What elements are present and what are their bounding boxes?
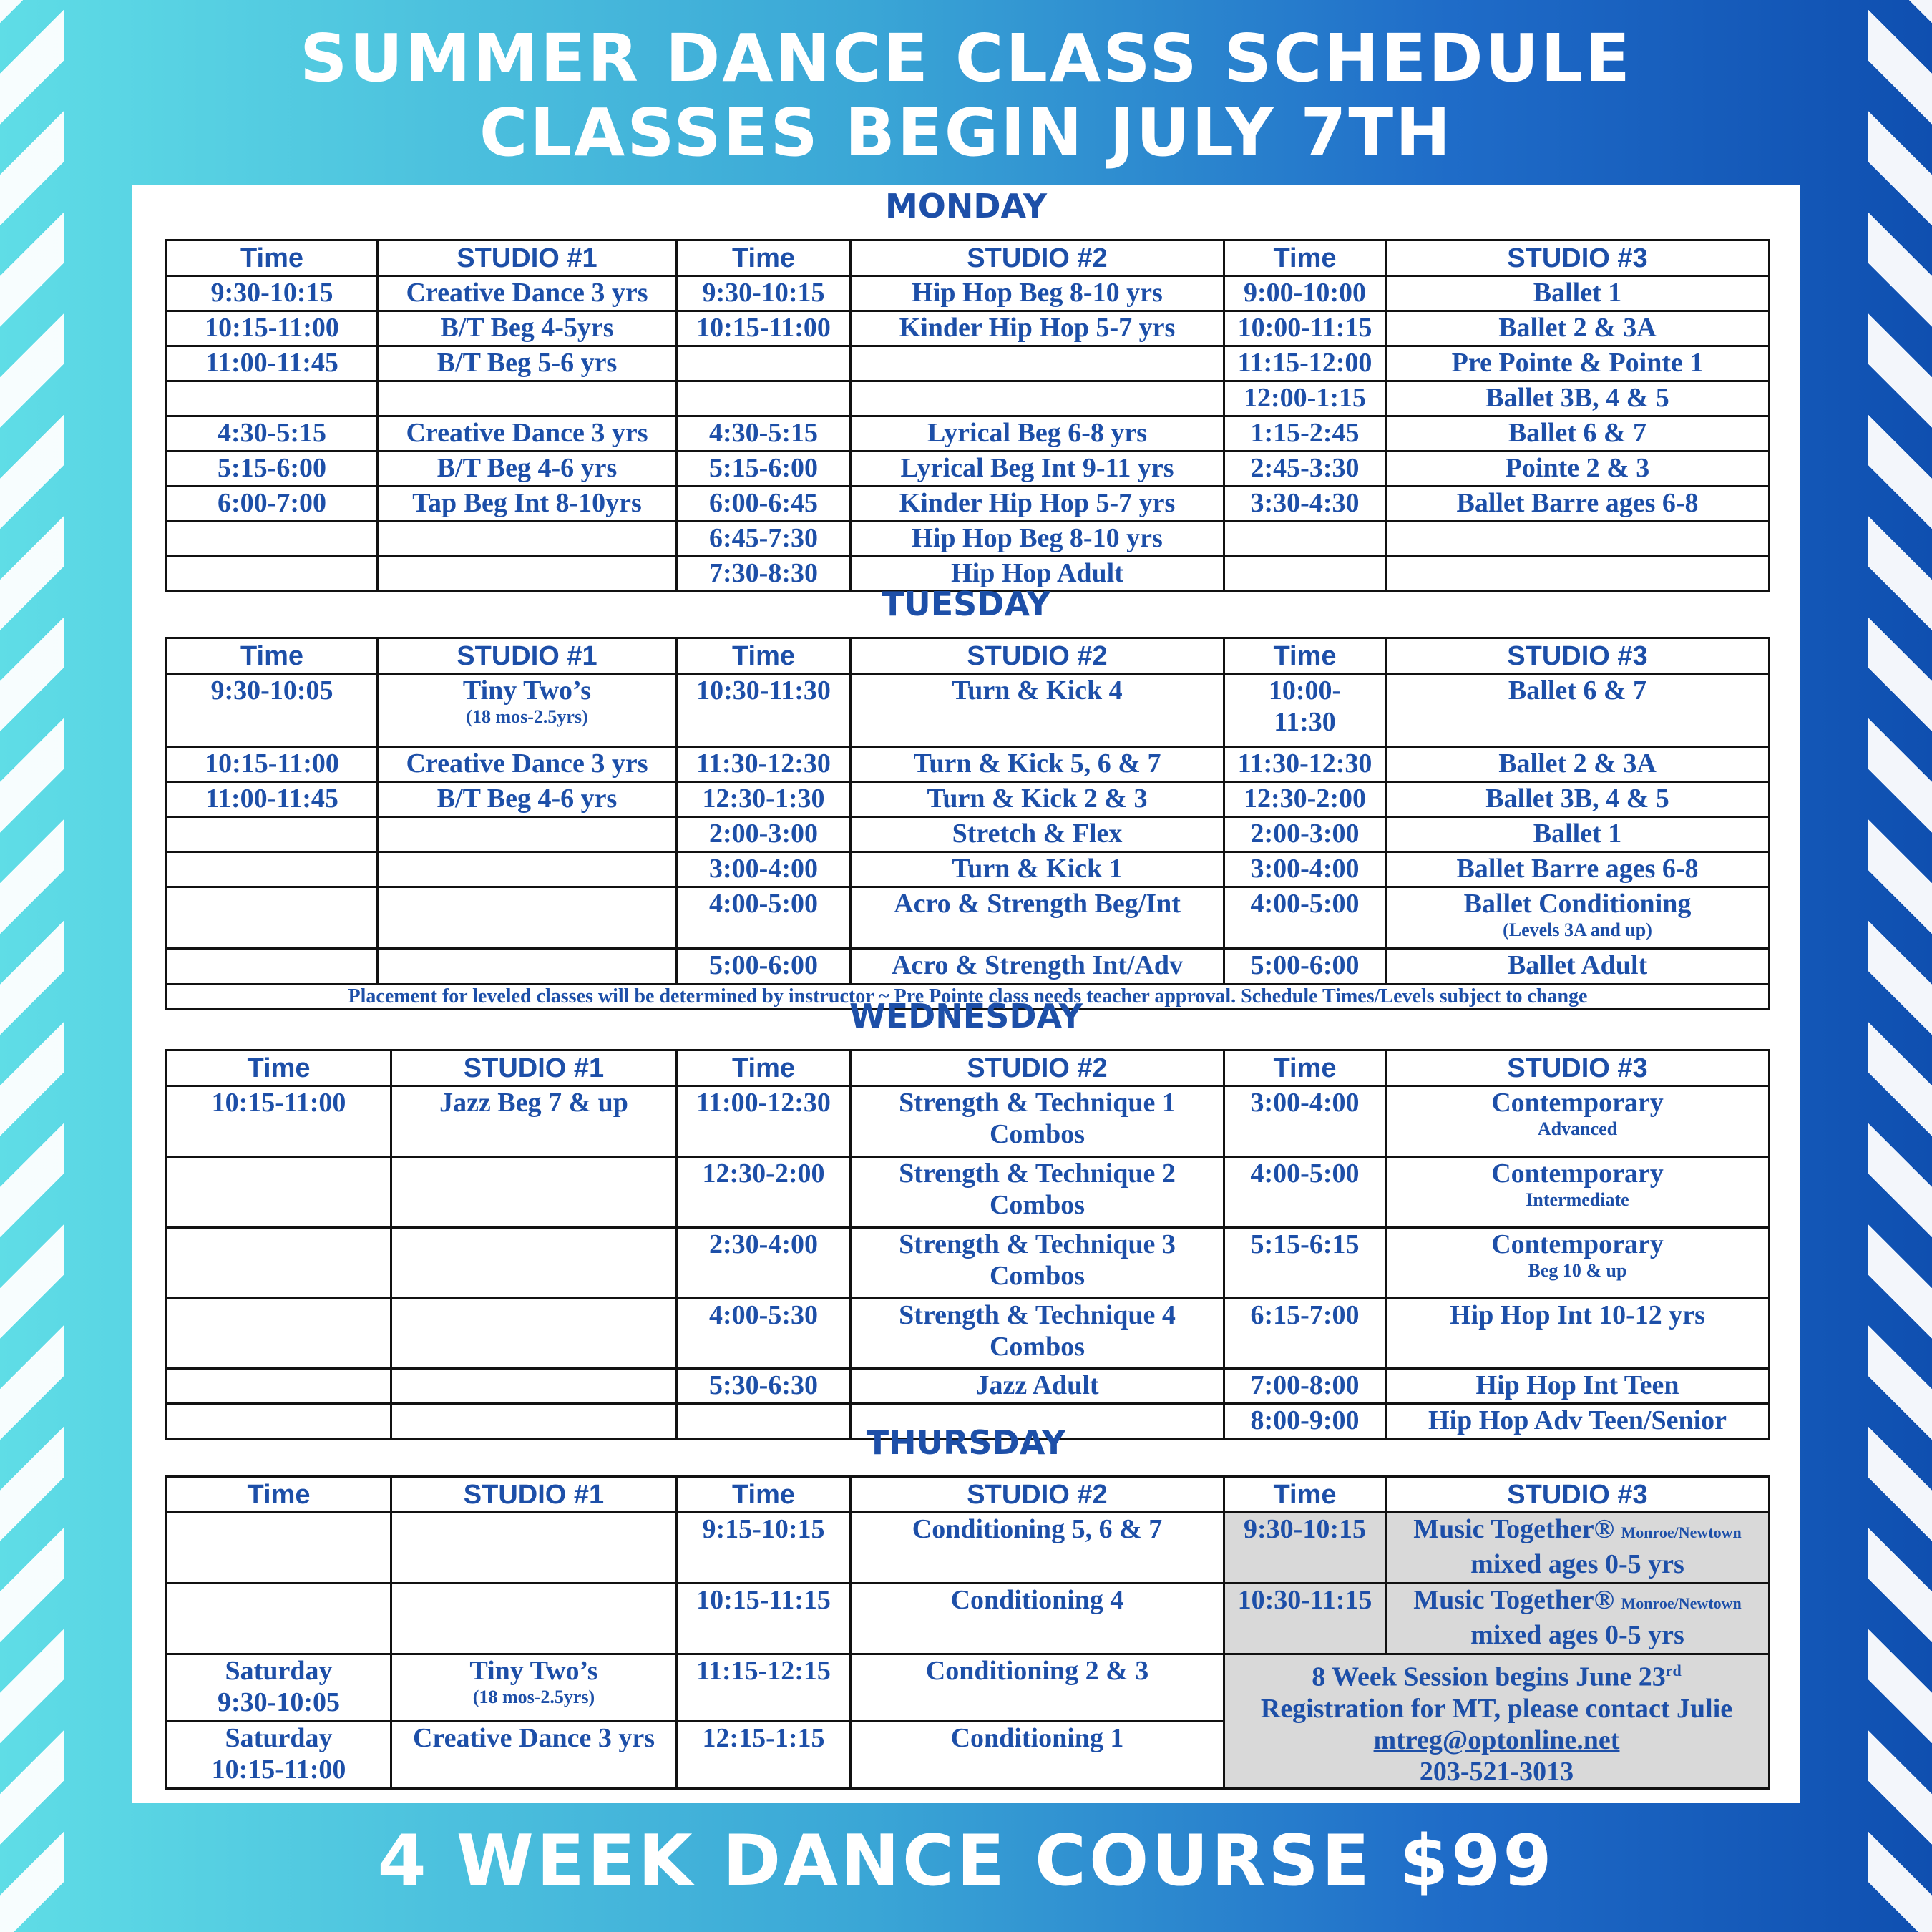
time-range: 9:30-10:05 (218, 1687, 340, 1717)
col-studio-1: STUDIO #1 (391, 1477, 677, 1513)
col-time: Time (677, 240, 851, 276)
time-cell: 3:00-4:00 (677, 852, 851, 887)
time-cell: 10:15-11:15 (677, 1584, 851, 1654)
time-cell: 10:15-11:00 (167, 311, 378, 346)
col-studio-2: STUDIO #2 (851, 1477, 1224, 1513)
class-name: Strength & Technique 2 (899, 1158, 1176, 1189)
program-ages: mixed ages 0-5 yrs (1470, 1549, 1684, 1579)
time-cell (677, 381, 851, 416)
class-name: Contemporary (1491, 1088, 1664, 1118)
time-cell: 12:30-2:00 (677, 1157, 851, 1228)
day-label: Saturday (225, 1656, 333, 1686)
class-name: Tiny Two’s (462, 675, 592, 706)
registration-info-cell (1224, 1654, 1770, 1789)
table-row (167, 1584, 1770, 1654)
class-name: Strength & Technique 1 (899, 1088, 1176, 1118)
time-cell (677, 346, 851, 381)
class-cell: Kinder Hip Hop 5-7 yrs (851, 311, 1224, 346)
class-cell: Turn & Kick 1 (851, 852, 1224, 887)
class-cell: Hip Hop Int Teen (1386, 1369, 1770, 1404)
program-location: Monroe/Newtown (1621, 1523, 1742, 1541)
table-row (167, 522, 1770, 557)
time-range: 10:15-11:00 (211, 1754, 346, 1785)
class-cell: Ballet 1 (1386, 276, 1770, 311)
table-row (167, 949, 1770, 985)
class-cell: Ballet Barre ages 6-8 (1386, 487, 1770, 522)
time-cell (167, 1369, 391, 1404)
class-cell: Kinder Hip Hop 5-7 yrs (851, 487, 1224, 522)
class-cell (391, 1513, 677, 1584)
class-cell (378, 949, 677, 985)
col-time: Time (1224, 638, 1386, 674)
table-row (167, 1369, 1770, 1404)
wednesday-table (165, 1049, 1770, 1440)
class-cell (851, 381, 1224, 416)
table-row (167, 416, 1770, 452)
table-row (167, 311, 1770, 346)
class-level: Beg 10 & up (1528, 1260, 1627, 1281)
time-cell: 12:15-1:15 (677, 1721, 851, 1788)
class-cell: Acro & Strength Beg/Int (851, 887, 1224, 949)
program-name: Music Together® (1413, 1514, 1614, 1544)
class-cell: Hip Hop Adult (851, 557, 1224, 592)
class-cell: Pre Pointe & Pointe 1 (1386, 346, 1770, 381)
time-start: 10:00- (1268, 675, 1342, 706)
col-studio-2: STUDIO #2 (851, 638, 1224, 674)
col-studio-3: STUDIO #3 (1386, 1477, 1770, 1513)
class-cell (391, 1654, 677, 1722)
time-cell: 3:30-4:30 (1224, 487, 1386, 522)
class-level: Intermediate (1526, 1189, 1629, 1210)
class-cell (1386, 1299, 1770, 1369)
class-cell (391, 1299, 677, 1369)
time-cell (167, 381, 378, 416)
time-cell: 9:15-10:15 (677, 1513, 851, 1584)
class-cell: Acro & Strength Int/Adv (851, 949, 1224, 985)
class-cell: Ballet 2 & 3A (1386, 747, 1770, 782)
placement-note: Placement for leveled classes will be determined by instructor ~ Pre Pointe class needs teacher approval. Schedule Times/Levels subject to change (167, 985, 1770, 1010)
time-cell: 2:30-4:00 (677, 1228, 851, 1299)
time-cell (167, 887, 378, 949)
class-cell: B/T Beg 4-6 yrs (378, 452, 677, 487)
class-cell: Ballet 1 (1386, 817, 1770, 852)
time-cell: 4:00-5:00 (677, 887, 851, 949)
day-title-monday: MONDAY (884, 187, 1048, 225)
class-subtitle: Combos (989, 1261, 1085, 1291)
time-cell: 11:15-12:00 (1224, 346, 1386, 381)
time-cell (167, 949, 378, 985)
time-cell: 5:00-6:00 (677, 949, 851, 985)
class-cell: Creative Dance 3 yrs (378, 416, 677, 452)
time-cell: 6:45-7:30 (677, 522, 851, 557)
wednesday-rows (167, 1086, 1770, 1439)
time-cell (167, 1157, 391, 1228)
class-cell (851, 1157, 1224, 1228)
class-cell: Lyrical Beg 6-8 yrs (851, 416, 1224, 452)
time-cell: 7:30-8:30 (677, 557, 851, 592)
class-cell: Conditioning 2 & 3 (851, 1654, 1224, 1722)
time-cell: 11:00-11:45 (167, 346, 378, 381)
table-row (167, 346, 1770, 381)
table-row (167, 1086, 1770, 1157)
time-cell: 5:15-6:00 (677, 452, 851, 487)
class-cell: Pointe 2 & 3 (1386, 452, 1770, 487)
table-header-row (167, 1477, 1770, 1513)
class-age-range: (18 mos-2.5yrs) (466, 706, 588, 727)
col-time: Time (677, 1477, 851, 1513)
class-cell: Conditioning 4 (851, 1584, 1224, 1654)
time-cell: 11:00-11:45 (167, 782, 378, 817)
time-cell: 12:30-1:30 (677, 782, 851, 817)
class-cell: Ballet 6 & 7 (1386, 416, 1770, 452)
col-time: Time (167, 638, 378, 674)
table-row (167, 1654, 1770, 1722)
class-name: Strength & Technique 3 (899, 1229, 1176, 1259)
class-name: Tiny Two’s (469, 1656, 598, 1686)
table-row (167, 852, 1770, 887)
time-cell: 9:30-10:15 (1224, 1513, 1386, 1584)
col-time: Time (677, 638, 851, 674)
class-cell: Ballet Adult (1386, 949, 1770, 985)
time-cell (167, 1299, 391, 1369)
right-stripe-border (1868, 0, 1932, 1932)
class-cell (851, 1086, 1224, 1157)
time-cell (167, 1513, 391, 1584)
col-time: Time (167, 1477, 391, 1513)
tuesday-table (165, 637, 1770, 1010)
table-row (167, 782, 1770, 817)
col-studio-3: STUDIO #3 (1386, 1050, 1770, 1086)
time-cell: 11:30-12:30 (1224, 747, 1386, 782)
time-cell: 1:15-2:45 (1224, 416, 1386, 452)
thursday-table (165, 1475, 1770, 1790)
class-cell: Hip Hop Beg 8-10 yrs (851, 276, 1224, 311)
time-cell (1224, 522, 1386, 557)
program-name: Music Together® (1413, 1585, 1614, 1615)
time-cell (167, 1228, 391, 1299)
ordinal-suffix: rd (1665, 1662, 1682, 1679)
table-header-row (167, 1050, 1770, 1086)
time-cell: 4:00-5:00 (1224, 887, 1386, 949)
time-cell: 9:30-10:15 (167, 276, 378, 311)
class-cell (851, 1228, 1224, 1299)
time-cell: 10:30-11:30 (677, 674, 851, 747)
time-cell: 10:15-11:00 (677, 311, 851, 346)
class-cell (391, 1157, 677, 1228)
left-stripe-border (0, 0, 64, 1932)
time-cell: 11:30-12:30 (677, 747, 851, 782)
table-header-row (167, 638, 1770, 674)
day-title-wednesday: WEDNESDAY (849, 997, 1083, 1035)
class-cell: Ballet 3B, 4 & 5 (1386, 782, 1770, 817)
class-cell: B/T Beg 4-5yrs (378, 311, 677, 346)
class-cell (391, 1584, 677, 1654)
time-cell: 5:15-6:15 (1224, 1228, 1386, 1299)
time-cell: 10:30-11:15 (1224, 1584, 1386, 1654)
class-cell (1386, 887, 1770, 949)
class-cell: Jazz Adult (851, 1369, 1224, 1404)
col-time: Time (1224, 240, 1386, 276)
time-cell (167, 817, 378, 852)
class-subtitle: Combos (989, 1190, 1085, 1220)
table-row (167, 674, 1770, 747)
time-end: 11:30 (1274, 707, 1336, 737)
table-row (167, 887, 1770, 949)
time-cell: 9:30-10:05 (167, 674, 378, 747)
time-cell: 8:00-9:00 (1224, 1404, 1386, 1439)
day-title-thursday: THURSDAY (866, 1423, 1066, 1462)
schedule-panel (132, 185, 1800, 1803)
time-cell: 10:00-11:15 (1224, 311, 1386, 346)
header-subtitle: CLASSES BEGIN JULY 7TH (479, 94, 1453, 171)
class-name: Ballet Conditioning (1463, 889, 1692, 919)
class-cell: Hip Hop Adv Teen/Senior (1386, 1404, 1770, 1439)
class-cell (1386, 1228, 1770, 1299)
class-cell (851, 346, 1224, 381)
table-row (167, 747, 1770, 782)
class-cell: Ballet 2 & 3A (1386, 311, 1770, 346)
time-cell: 9:30-10:15 (677, 276, 851, 311)
time-cell (167, 522, 378, 557)
time-cell (167, 852, 378, 887)
class-cell: Ballet 6 & 7 (1386, 674, 1770, 747)
time-cell: 4:30-5:15 (167, 416, 378, 452)
session-start: 8 Week Session begins June 23 (1312, 1662, 1666, 1692)
class-subtitle: Combos (989, 1332, 1085, 1362)
time-cell: 9:00-10:00 (1224, 276, 1386, 311)
class-cell (1386, 1157, 1770, 1228)
time-cell: 5:00-6:00 (1224, 949, 1386, 985)
col-studio-3: STUDIO #3 (1386, 638, 1770, 674)
table-row (167, 817, 1770, 852)
program-location: Monroe/Newtown (1621, 1594, 1742, 1612)
time-cell: 4:00-5:00 (1224, 1157, 1386, 1228)
day-label: Saturday (225, 1722, 333, 1753)
time-cell: 5:30-6:30 (677, 1369, 851, 1404)
col-studio-2: STUDIO #2 (851, 240, 1224, 276)
time-cell: 7:00-8:00 (1224, 1369, 1386, 1404)
class-cell: Jazz Beg 7 & up (391, 1086, 677, 1157)
class-cell (378, 674, 677, 747)
class-cell: Creative Dance 3 yrs (378, 747, 677, 782)
class-cell: Hip Hop Beg 8-10 yrs (851, 522, 1224, 557)
class-cell: Ballet 3B, 4 & 5 (1386, 381, 1770, 416)
email-link[interactable]: mtreg@optonline.net (1373, 1724, 1620, 1755)
class-cell: Conditioning 1 (851, 1721, 1224, 1788)
class-cell: Creative Dance 3 yrs (378, 276, 677, 311)
class-cell: Tap Beg Int 8-10yrs (378, 487, 677, 522)
table-row (167, 276, 1770, 311)
col-studio-1: STUDIO #1 (391, 1050, 677, 1086)
class-cell: B/T Beg 5-6 yrs (378, 346, 677, 381)
class-cell: Turn & Kick 5, 6 & 7 (851, 747, 1224, 782)
day-title-tuesday: TUESDAY (882, 585, 1050, 623)
class-cell (391, 1228, 677, 1299)
class-level: Advanced (1537, 1118, 1618, 1139)
monday-rows (167, 276, 1770, 592)
time-cell (1224, 674, 1386, 747)
time-cell (167, 1654, 391, 1722)
class-cell (378, 852, 677, 887)
class-cell: Stretch & Flex (851, 817, 1224, 852)
class-cell (391, 1369, 677, 1404)
class-subtitle: Combos (989, 1119, 1085, 1149)
time-cell: 6:00-7:00 (167, 487, 378, 522)
time-cell: 2:45-3:30 (1224, 452, 1386, 487)
class-cell (851, 1299, 1224, 1369)
time-cell: 4:00-5:30 (677, 1299, 851, 1369)
class-name: Contemporary (1491, 1229, 1664, 1259)
schedule-header (0, 21, 1932, 170)
class-cell: Turn & Kick 4 (851, 674, 1224, 747)
col-time: Time (1224, 1050, 1386, 1086)
time-cell: 2:00-3:00 (1224, 817, 1386, 852)
time-cell: 10:15-11:00 (167, 747, 378, 782)
col-time: Time (167, 240, 378, 276)
time-cell: 6:00-6:45 (677, 487, 851, 522)
header-title: SUMMER DANCE CLASS SCHEDULE (300, 20, 1632, 97)
class-cell: Conditioning 5, 6 & 7 (851, 1513, 1224, 1584)
class-cell (378, 817, 677, 852)
time-cell: 2:00-3:00 (677, 817, 851, 852)
class-cell: Creative Dance 3 yrs (391, 1721, 677, 1788)
tuesday-rows (167, 747, 1770, 887)
col-studio-3: STUDIO #3 (1386, 240, 1770, 276)
phone-number: 203-521-3013 (1419, 1756, 1574, 1787)
program-ages: mixed ages 0-5 yrs (1470, 1620, 1684, 1650)
table-header-row (167, 240, 1770, 276)
time-cell: 5:15-6:00 (167, 452, 378, 487)
time-cell: 11:00-12:30 (677, 1086, 851, 1157)
class-cell (1386, 1086, 1770, 1157)
class-level-note: (Levels 3A and up) (1503, 919, 1652, 940)
table-row (167, 487, 1770, 522)
course-price-banner: 4 WEEK DANCE COURSE $99 (377, 1820, 1555, 1902)
class-name: Strength & Technique 4 (899, 1300, 1176, 1330)
class-cell: B/T Beg 4-6 yrs (378, 782, 677, 817)
table-row (167, 452, 1770, 487)
col-time: Time (1224, 1477, 1386, 1513)
music-together-cell (1386, 1513, 1770, 1584)
col-studio-2: STUDIO #2 (851, 1050, 1224, 1086)
class-age-range: (18 mos-2.5yrs) (472, 1687, 595, 1707)
time-cell: 3:00-4:00 (1224, 852, 1386, 887)
table-row (167, 1513, 1770, 1584)
time-cell: 3:00-4:00 (1224, 1086, 1386, 1157)
time-cell (167, 1721, 391, 1788)
class-cell: Lyrical Beg Int 9-11 yrs (851, 452, 1224, 487)
time-cell: 12:00-1:15 (1224, 381, 1386, 416)
class-cell: Turn & Kick 2 & 3 (851, 782, 1224, 817)
monday-table (165, 239, 1770, 592)
table-row (167, 381, 1770, 416)
time-cell (167, 1584, 391, 1654)
table-row (167, 1228, 1770, 1299)
col-time: Time (677, 1050, 851, 1086)
class-cell (378, 381, 677, 416)
class-name: Hip Hop Int 10-12 yrs (1450, 1300, 1705, 1330)
class-cell: Ballet Barre ages 6-8 (1386, 852, 1770, 887)
class-cell (378, 522, 677, 557)
class-cell (1386, 522, 1770, 557)
time-cell: 11:15-12:15 (677, 1654, 851, 1722)
table-row (167, 1157, 1770, 1228)
music-together-cell (1386, 1584, 1770, 1654)
col-studio-1: STUDIO #1 (378, 638, 677, 674)
time-cell: 4:30-5:15 (677, 416, 851, 452)
class-cell (378, 887, 677, 949)
table-row (167, 1299, 1770, 1369)
col-time: Time (167, 1050, 391, 1086)
class-name: Contemporary (1491, 1158, 1664, 1189)
col-studio-1: STUDIO #1 (378, 240, 677, 276)
registration-text: Registration for MT, please contact Julie (1260, 1693, 1733, 1724)
time-cell: 12:30-2:00 (1224, 782, 1386, 817)
time-cell: 6:15-7:00 (1224, 1299, 1386, 1369)
time-cell: 10:15-11:00 (167, 1086, 391, 1157)
